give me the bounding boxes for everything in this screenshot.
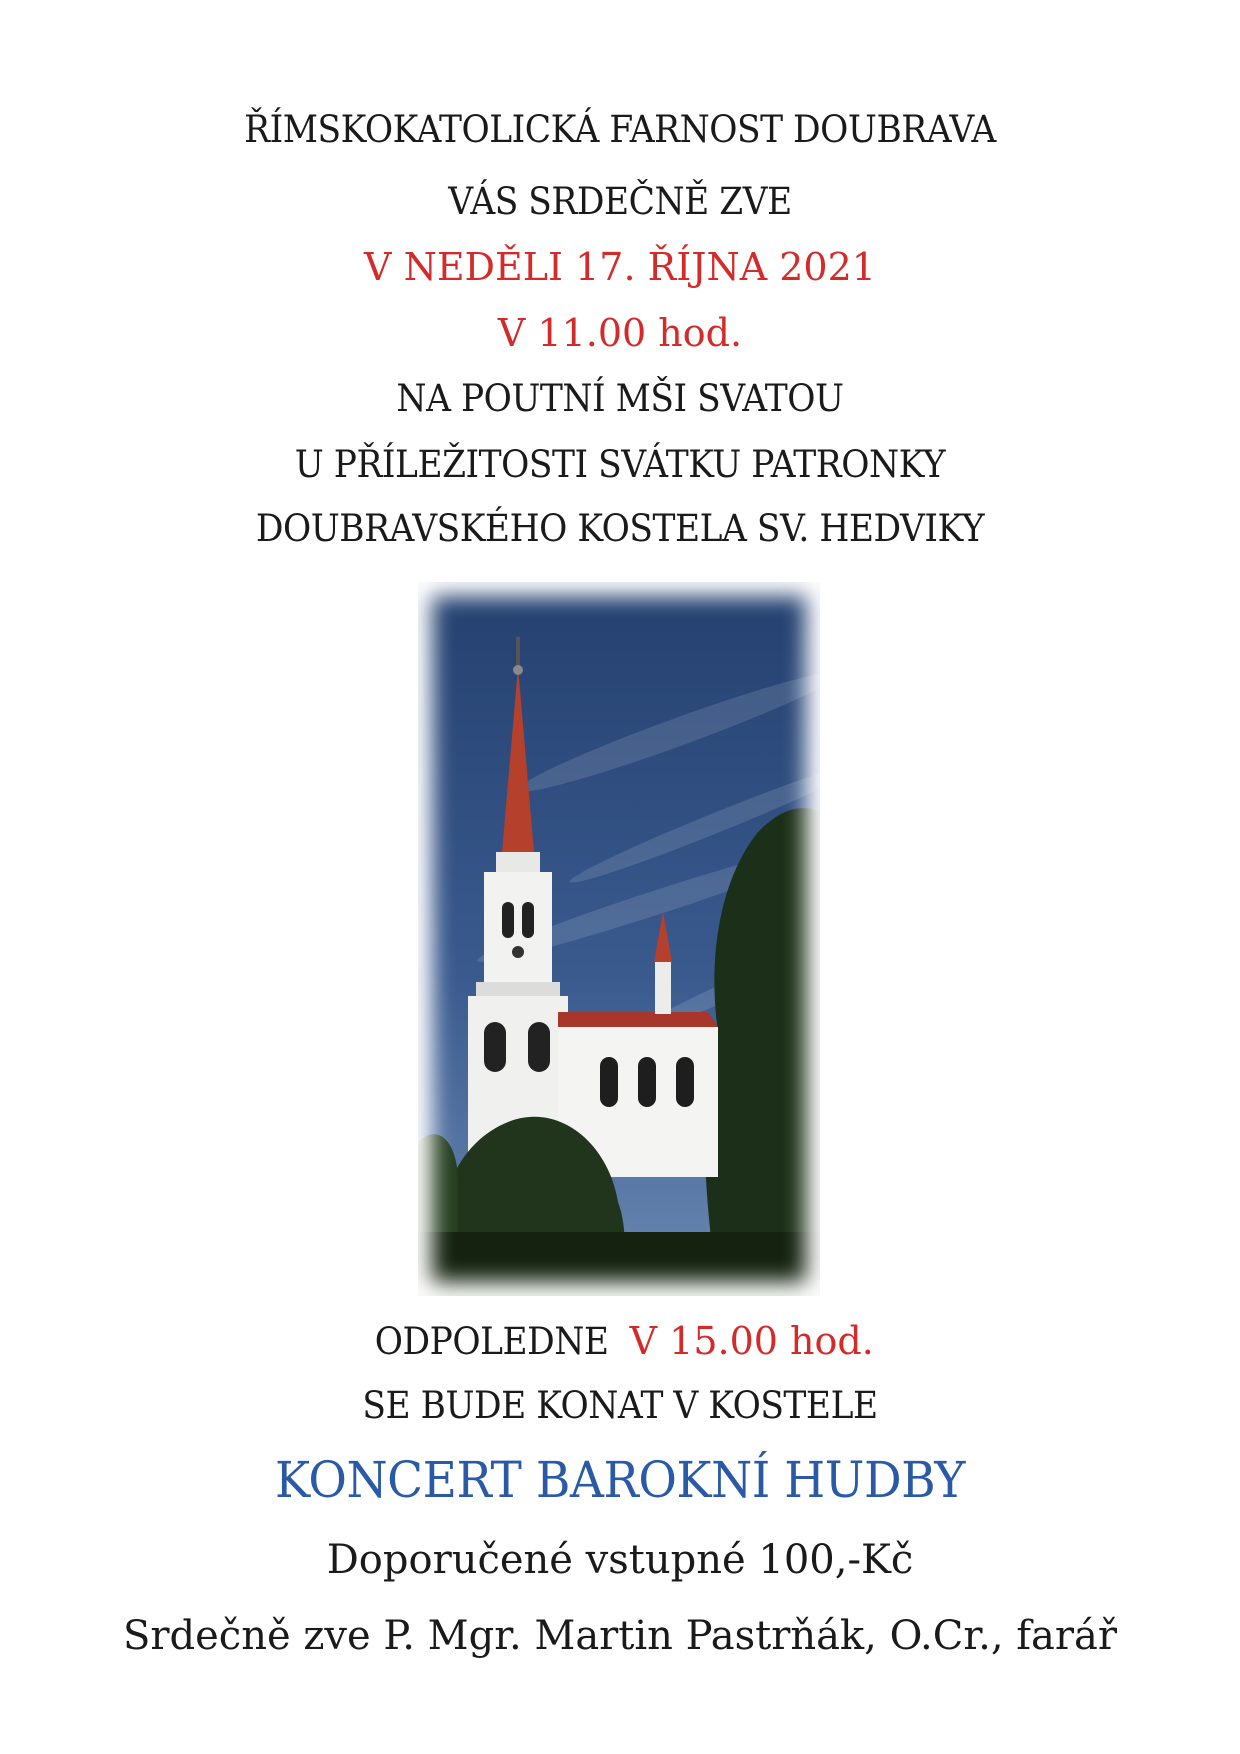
- afternoon-label: ODPOLEDNE: [374, 1320, 609, 1363]
- signature-line: Srdečně zve P. Mgr. Martin Pastrňák, O.Cr., farář: [123, 1613, 1117, 1659]
- concert-venue-line: SE BUDE KONAT V KOSTELE: [362, 1384, 878, 1427]
- afternoon-line: [0, 1319, 1240, 1363]
- occasion-line: U PŘÍLEŽITOSTI SVÁTKU PATRONKY: [294, 443, 946, 486]
- admission-fee: Doporučené vstupné 100,-Kč: [326, 1537, 914, 1583]
- concert-time: V 15.00 hod.: [629, 1319, 874, 1363]
- mass-time: V 11.00 hod.: [497, 311, 743, 355]
- church-photo: [418, 582, 820, 1296]
- invitation-line: VÁS SRDEČNĚ ZVE: [448, 180, 792, 223]
- event-date: V NEDĚLI 17. ŘÍJNA 2021: [364, 245, 876, 289]
- parish-title: ŘÍMSKOKATOLICKÁ FARNOST DOUBRAVA: [244, 108, 996, 151]
- concert-title: KONCERT BAROKNÍ HUDBY: [275, 1451, 965, 1509]
- mass-description: NA POUTNÍ MŠI SVATOU: [396, 377, 844, 420]
- church-name-line: DOUBRAVSKÉHO KOSTELA SV. HEDVIKY: [255, 507, 985, 550]
